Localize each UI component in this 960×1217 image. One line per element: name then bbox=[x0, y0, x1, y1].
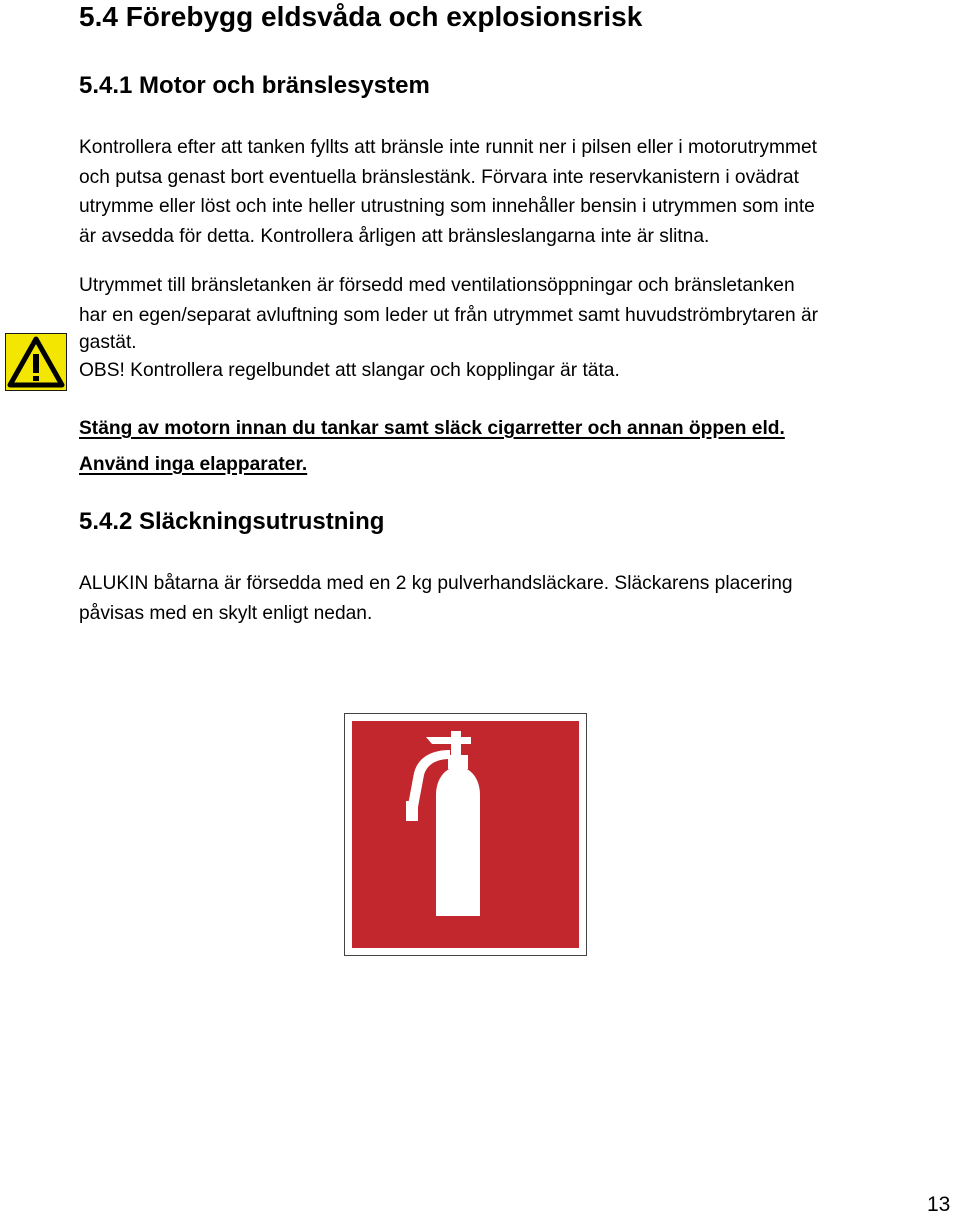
page-heading: 5.4 Förebygg eldsvåda och explosionsrisk bbox=[79, 1, 643, 32]
text-line: ALUKIN båtarna är försedda med en 2 kg pulverhandsläckare. Släckarens placering bbox=[79, 573, 793, 594]
text-line: utrymme eller löst och inte heller utrustning som innehåller bensin i utrymmen som inte bbox=[79, 196, 815, 217]
text-line: är avsedda för detta. Kontrollera årligen att bränsleslangarna inte är slitna. bbox=[79, 225, 710, 247]
paragraph-fuel-tank bbox=[79, 271, 959, 386]
text-line: OBS! Kontrollera regelbundet att slangar och kopplingar är täta. bbox=[79, 360, 620, 381]
warning-no-electrical: Använd inga elapparater. bbox=[79, 454, 308, 475]
fire-extinguisher-sign-icon bbox=[344, 713, 587, 956]
text-line: gastät. bbox=[79, 332, 137, 353]
section-heading-motor: 5.4.1 Motor och bränslesystem bbox=[79, 72, 430, 99]
text-line: Kontrollera efter att tanken fyllts att bränsle inte runnit ner i pilsen eller i motorutrymmet bbox=[79, 137, 817, 158]
page-number: 13 bbox=[927, 1193, 951, 1216]
paragraph-fuel-system bbox=[79, 133, 959, 251]
text-line: påvisas med en skylt enligt nedan. bbox=[79, 602, 373, 624]
text-line: och putsa genast bort eventuella bränslestänk. Förvara inte reservkanistern i ovädrat bbox=[79, 166, 799, 188]
text-line: Utrymmet till bränsletanken är försedd med ventilationsöppningar och bränsletanken bbox=[79, 275, 795, 296]
warning-engine-off: Stäng av motorn innan du tankar samt släck cigarretter och annan öppen eld. bbox=[79, 418, 785, 439]
section-heading-extinguisher: 5.4.2 Släckningsutrustning bbox=[79, 508, 385, 535]
text-line: har en egen/separat avluftning som leder ut från utrymmet samt huvudströmbrytaren är bbox=[79, 304, 819, 326]
warning-triangle-icon bbox=[5, 333, 67, 391]
paragraph-extinguisher bbox=[79, 569, 959, 628]
